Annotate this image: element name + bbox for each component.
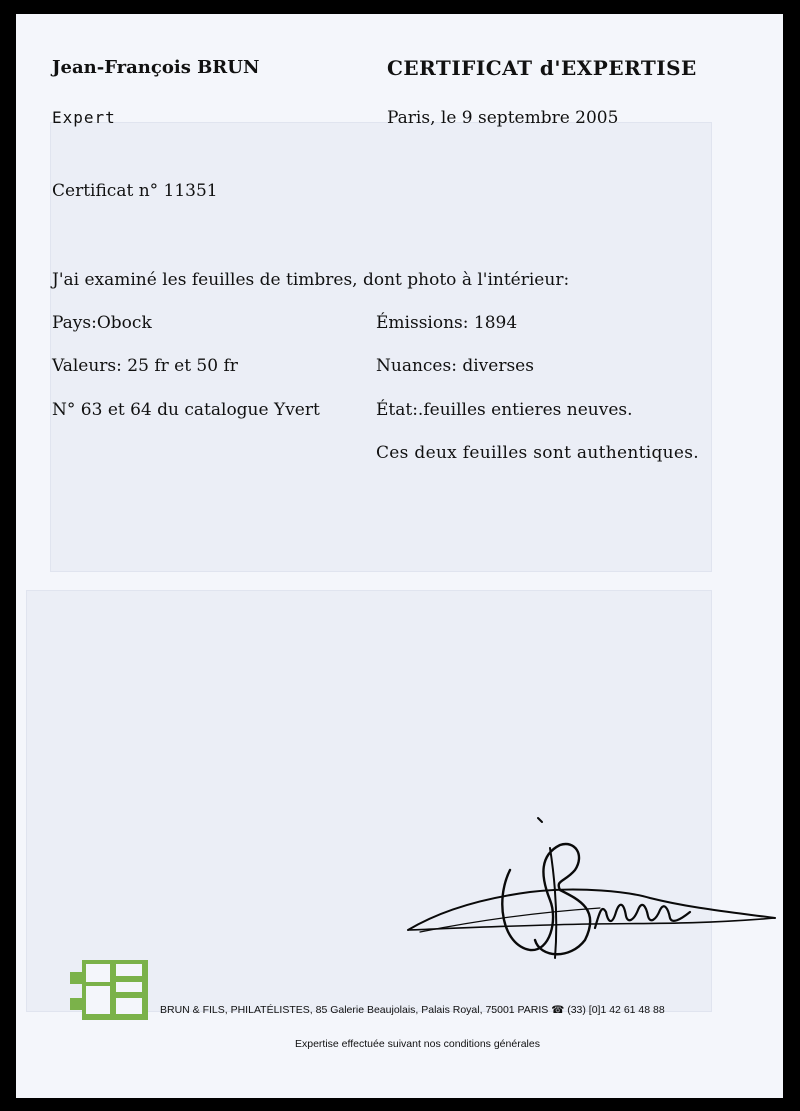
field-issues: Émissions: 1894 <box>376 313 518 333</box>
brun-fils-logo-icon <box>68 942 152 1022</box>
expert-role: Expert <box>52 108 116 127</box>
signature-icon <box>390 800 785 980</box>
place-date: Paris, le 9 septembre 2005 <box>387 108 619 128</box>
field-condition: État:.feuilles entieres neuves. <box>376 400 633 420</box>
expert-name: Jean-François BRUN <box>52 57 260 78</box>
intro-text: J'ai examiné les feuilles de timbres, dont photo à l'intérieur: <box>52 270 570 290</box>
footer-address: BRUN & FILS, PHILATÉLISTES, 85 Galerie Beaujolais, Palais Royal, 75001 PARIS ☎ (33) [0]1 42 61 48 88 <box>160 1004 665 1016</box>
conclusion-text: Ces deux feuilles sont authentiques. <box>376 443 699 463</box>
field-shades: Nuances: diverses <box>376 356 534 376</box>
footer-note: Expertise effectuée suivant nos conditions générales <box>295 1038 540 1050</box>
certificate-title: CERTIFICAT d'EXPERTISE <box>387 56 697 80</box>
field-catalogue: N° 63 et 64 du catalogue Yvert <box>52 400 320 420</box>
certificate-number: Certificat n° 11351 <box>52 181 218 201</box>
field-country: Pays:Obock <box>52 313 152 333</box>
field-values: Valeurs: 25 fr et 50 fr <box>52 356 238 376</box>
